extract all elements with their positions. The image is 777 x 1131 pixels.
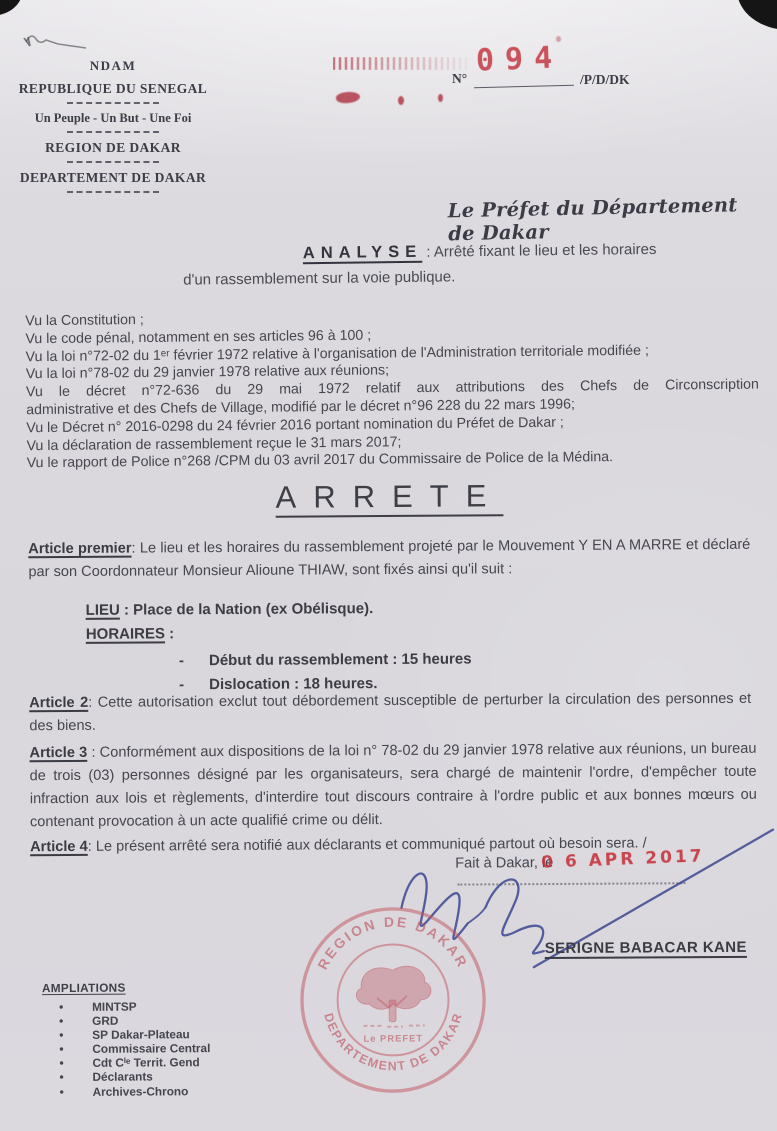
- schedule-item: - Début du rassemblement : 15 heures: [178, 650, 472, 670]
- article-2-text: : Cette autorisation exclut tout débordement susceptible de perturber la circulation des personnes et des biens.: [29, 690, 752, 735]
- seal-bottom-text: DEPARTEMENT DE DAKAR: [321, 1010, 466, 1074]
- ampliation-item: • MINTSP: [42, 1000, 282, 1015]
- country-name: REPUBLIQUE DU SENEGAL: [18, 81, 208, 96]
- article-2: [29, 688, 751, 738]
- horaires-label: HORAIRES: [85, 625, 166, 643]
- ampliation-item: • Archives-Chrono: [43, 1084, 283, 1099]
- vu-clause: Vu la déclaration de rassemblement reçue le 31 mars 2017;: [26, 433, 402, 454]
- article-3-text: : Conformément aux dispositions de la loi n° 78-02 du 29 janvier 1978 relative aux réunions, un bureau de trois (03) personnes désigné par les organisateurs, sera chargé de maintenir l'ordre, d'empêcher toute infraction aux lois et règlements, d'interdire tout discours contraire à l'ordre public et aux bonnes mœurs ou contenant provocation à un acte qualifié crime ou délit.: [29, 740, 757, 831]
- seal-top-text: REGION DE DAKAR: [314, 913, 472, 973]
- vu-clause: Vu la loi n°78-02 du 29 janvier 1978 relative aux réunions;: [25, 362, 390, 383]
- article-2-label: Article 2: [29, 694, 89, 712]
- ampliations-section: [42, 980, 283, 1100]
- seal-tree-emblem: [356, 966, 431, 1027]
- signatory-name: SERIGNE BABACAR KANE: [544, 938, 747, 958]
- lieu-value: : Place de la Nation (ex Obélisque).: [119, 600, 374, 619]
- date-stamp: 0 6 APR 2017: [540, 846, 705, 873]
- dash-bullet: -: [179, 676, 185, 694]
- article-4-text: : Le présent arrêté sera notifié aux déclarants et communiqué partout où besoin sera. /: [87, 835, 647, 855]
- analyse-text-line2: d'un rassemblement sur la voie publique.: [183, 268, 456, 289]
- venue-and-schedule: [86, 598, 687, 694]
- prefecture-seal-stamp: [293, 900, 492, 1099]
- horaires-colon: :: [164, 625, 175, 643]
- vu-clause: Vu la loi n°72-02 du 1ᵉʳ février 1972 relative à l'organisation de l'Administration territoriale modifiée ;: [25, 342, 649, 365]
- seal-center-text: Le PREFET: [363, 1032, 424, 1044]
- region-name: REGION DE DAKAR: [45, 140, 181, 155]
- reference-suffix: /P/D/DK: [580, 72, 630, 87]
- dash-bullet: -: [178, 652, 185, 670]
- decree-title: ARRETE: [275, 478, 504, 515]
- article-4-label: Article 4: [30, 838, 88, 856]
- department-name: DEPARTEMENT DE DAKAR: [19, 170, 207, 185]
- vu-clause: Vu la Constitution ;: [25, 311, 144, 330]
- national-motto: Un Peuple - Un But - Une Foi: [34, 111, 192, 125]
- ampliation-item: • SP Dakar-Plateau: [42, 1028, 282, 1043]
- reference-prefix: N°: [452, 71, 468, 86]
- vu-clause: Vu le code pénal, notamment en ses articles 96 à 100 ;: [25, 327, 372, 348]
- article-premier-text: : Le lieu et les horaires du rassemblement projeté par le Mouvement Y EN A MARRE et déclaré par son Coordonnateur Monsieur Alioune THIAW, sont fixés ainsi qu'il suit :: [28, 536, 751, 581]
- vu-clause: Vu le décret n°72-636 du 29 mai 1972 relatif aux attributions des Chefs de Circonscription: [25, 376, 760, 401]
- handwritten-annotation: NDAM: [89, 58, 137, 73]
- article-premier-label: Article premier: [28, 540, 132, 558]
- analyse-label: ANALYSE: [302, 242, 423, 263]
- ampliation-item: • GRD: [42, 1014, 282, 1029]
- lieu-label: LIEU: [85, 601, 120, 619]
- vu-clauses: [25, 306, 760, 474]
- vu-clause: Vu le rapport de Police n°268 /CPM du 03 avril 2017 du Commissaire de Police de la Médina.: [26, 449, 614, 472]
- vu-clause: Vu le Décret n° 2016-0298 du 24 février 2016 portant nomination du Préfet de Dakar ;: [26, 414, 564, 436]
- dateline-prefix: Fait à Dakar, le: [455, 855, 554, 872]
- vu-clause: administrative et des Chefs de Village, modifié par le décret n°96 228 du 22 mars 1996;: [26, 396, 576, 419]
- stamped-number: 094: [475, 40, 564, 79]
- ampliation-item: • Déclarants: [42, 1070, 282, 1085]
- ampliations-title: AMPLIATIONS: [41, 980, 126, 996]
- analyse-text: : Arrêté fixant le lieu et les horaires: [426, 240, 657, 261]
- ampliations-list: [42, 1000, 283, 1100]
- schedule-item: - Dislocation : 18 heures.: [179, 675, 378, 694]
- article-premier: [28, 534, 750, 584]
- ampliation-item: • Commissaire Central: [42, 1042, 282, 1057]
- issuer-script-title: Le Préfet du Département de Dakar: [447, 193, 738, 246]
- ampliation-item: • Cdt Cⁱᵉ Territ. Gend: [42, 1056, 282, 1071]
- article-3-label: Article 3: [29, 744, 88, 762]
